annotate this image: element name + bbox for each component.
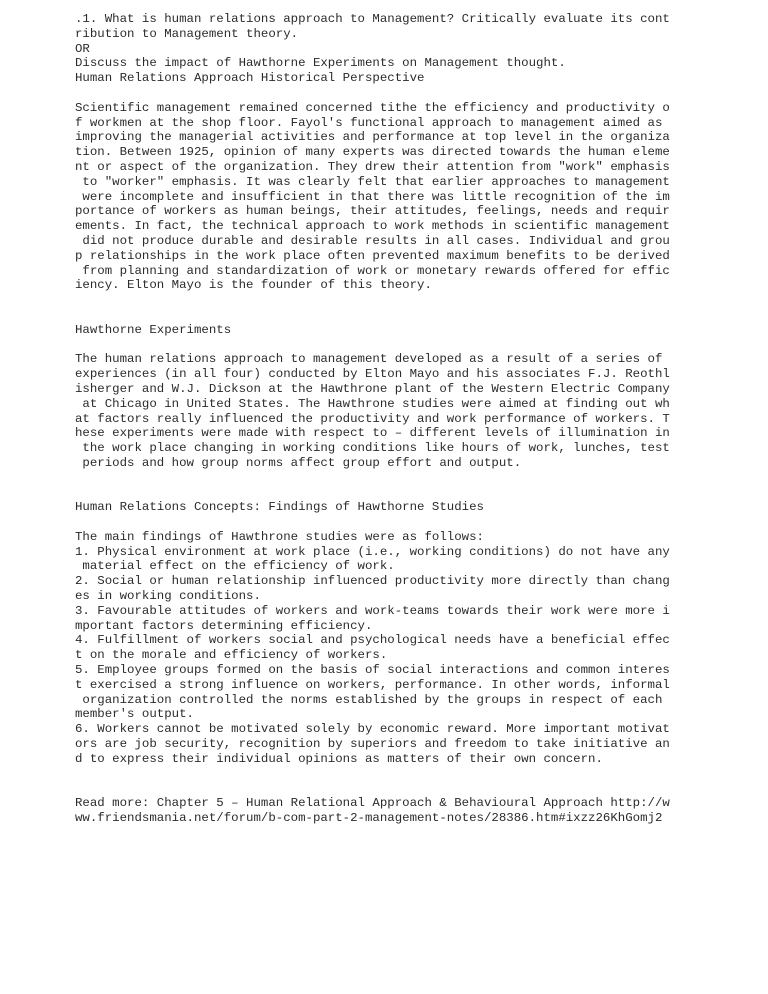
paragraph-line: experiences (in all four) conducted by Elton Mayo and his associates F.J. Reothl (75, 367, 670, 382)
finding-line: 4. Fulfillment of workers social and psychological needs have a beneficial effec (75, 633, 670, 648)
blank-line (75, 767, 685, 782)
paragraph-line: Scientific management remained concerned tithe the efficiency and productivity o (75, 100, 670, 115)
paragraph-line: ements. In fact, the technical approach to work methods in scientific management (75, 219, 670, 234)
finding-line: organization controlled the norms established by the groups in respect of each (75, 692, 670, 707)
paragraph-line: iency. Elton Mayo is the founder of this theory. (75, 278, 432, 293)
blank-line (75, 338, 685, 353)
section-heading: Hawthorne Experiments (75, 322, 232, 337)
blank-line (75, 293, 685, 308)
paragraph-line: improving the managerial activities and performance at top level in the organiza (75, 130, 670, 145)
blank-line (75, 308, 685, 323)
paragraph-line: hese experiments were made with respect to – different levels of illumination in (75, 426, 670, 441)
finding-line: 3. Favourable attitudes of workers and work-teams towards their work were more i (75, 603, 670, 618)
finding-line: 6. Workers cannot be motivated solely by economic reward. More important motivat (75, 722, 670, 737)
section-heading: Human Relations Concepts: Findings of Hawthorne Studies (75, 500, 484, 515)
paragraph-line: tion. Between 1925, opinion of many experts was directed towards the human eleme (75, 145, 670, 160)
paragraph-line: to "worker" emphasis. It was clearly felt that earlier approaches to management (75, 174, 670, 189)
paragraph-line: The main findings of Hawthrone studies were as follows: (75, 529, 484, 544)
finding-line: es in working conditions. (75, 589, 261, 604)
blank-line (75, 471, 685, 486)
paragraph-line: from planning and standardization of work or monetary rewards offered for effic (75, 263, 670, 278)
finding-line: mportant factors determining efficiency. (75, 618, 373, 633)
finding-line: 1. Physical environment at work place (i.e., working conditions) do not have any (75, 544, 670, 559)
paragraph-line: were incomplete and insufficient in that there was little recognition of the im (75, 189, 670, 204)
blank-line (75, 515, 685, 530)
finding-line: d to express their individual opinions as matters of their own concern. (75, 751, 603, 766)
read-more-line: Read more: Chapter 5 – Human Relational Approach & Behavioural Approach http://w (75, 796, 670, 811)
paragraph-line: periods and how group norms affect group effort and output. (75, 455, 522, 470)
paragraph-line: at factors really influenced the productivity and work performance of workers. T (75, 411, 670, 426)
finding-line: t exercised a strong influence on workers, performance. In other words, informal (75, 677, 670, 692)
paragraph-line: at Chicago in United States. The Hawthrone studies were aimed at finding out wh (75, 396, 670, 411)
blank-line (75, 86, 685, 101)
question-line: .1. What is human relations approach to Management? Critically evaluate its cont (75, 12, 670, 26)
paragraph-line: nt or aspect of the organization. They drew their attention from "work" emphasis (75, 159, 670, 174)
document-body (75, 12, 685, 826)
finding-line: 2. Social or human relationship influenced productivity more directly than chang (75, 574, 670, 589)
question-line: Discuss the impact of Hawthorne Experiments on Management thought. (75, 56, 566, 71)
finding-line: ors are job security, recognition by superiors and freedom to take initiative an (75, 737, 670, 752)
blank-line (75, 781, 685, 796)
read-more-line: ww.friendsmania.net/forum/b-com-part-2-management-notes/28386.htm#ixzz26KhGomj2 (75, 811, 663, 826)
paragraph-line: the work place changing in working conditions like hours of work, lunches, test (75, 441, 670, 456)
paragraph-line: f workmen at the shop floor. Fayol's functional approach to management aimed as (75, 115, 670, 130)
finding-line: material effect on the efficiency of work. (75, 559, 395, 574)
finding-line: 5. Employee groups formed on the basis of social interactions and common interes (75, 663, 670, 678)
paragraph-line: portance of workers as human beings, their attitudes, feelings, needs and requir (75, 204, 670, 219)
paragraph-line: The human relations approach to management developed as a result of a series of (75, 352, 670, 367)
finding-line: member's output. (75, 707, 194, 722)
blank-line (75, 486, 685, 501)
paragraph-line: isherger and W.J. Dickson at the Hawthrone plant of the Western Electric Company (75, 381, 670, 396)
or-line: OR (75, 41, 90, 56)
section-heading: Human Relations Approach Historical Perspective (75, 71, 425, 86)
finding-line: t on the morale and efficiency of workers. (75, 648, 388, 663)
paragraph-line: p relationships in the work place often prevented maximum benefits to be derived (75, 248, 670, 263)
paragraph-line: did not produce durable and desirable results in all cases. Individual and grou (75, 233, 670, 248)
question-line: ribution to Management theory. (75, 26, 299, 41)
